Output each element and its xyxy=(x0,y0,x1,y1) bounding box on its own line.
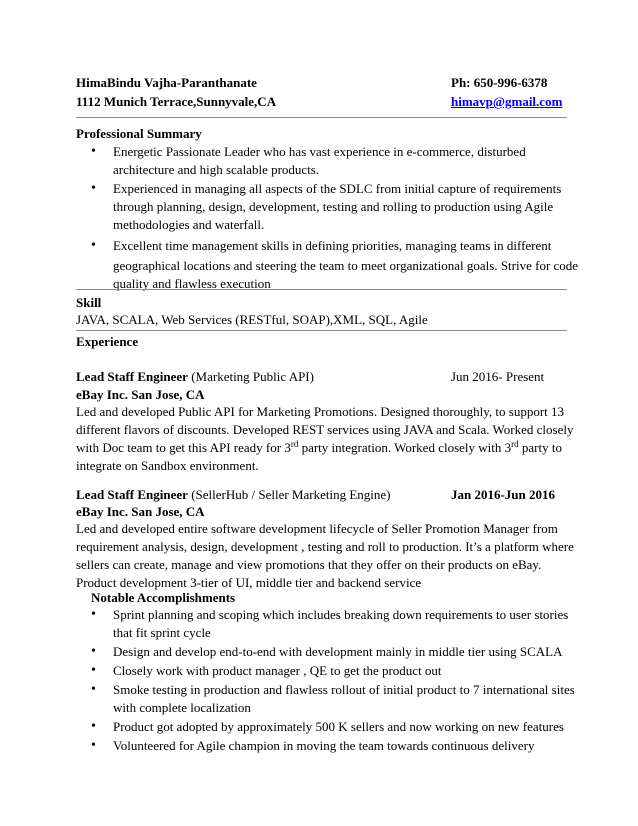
job-title-line xyxy=(76,368,314,386)
job-title: Lead Staff Engineer xyxy=(76,369,188,384)
candidate-name: HimaBindu Vajha-Paranthanate xyxy=(76,75,257,90)
job-title: Lead Staff Engineer xyxy=(76,487,188,502)
skill-heading: Skill xyxy=(76,295,102,310)
email-link[interactable]: himavp@gmail.com xyxy=(451,94,563,109)
address: 1112 Munich Terrace,Sunnyvale,CA xyxy=(76,94,277,109)
accomplishment-bullet: • Volunteered for Agile champion in moving the team towards continuous delivery xyxy=(91,737,566,755)
job-dates: Jun 2016- Present xyxy=(451,369,545,384)
divider xyxy=(76,289,567,290)
summary-bullet: • Excellent time management skills in defining priorities, managing teams in different geographical locations and steering the team to meet organizational goals. Strive for code quality and flawless execution xyxy=(91,237,566,293)
accomplishment-bullet: • Sprint planning and scoping which includes breaking down requirements to user stories that fit sprint cycle xyxy=(91,606,566,642)
accomplishments-list xyxy=(91,606,575,755)
summary-bullet: • Experienced in managing all aspects of the SDLC from initial capture of requirements through planning, design, development, testing and rolling to production using Agile methodologies and waterfall. xyxy=(91,180,566,234)
phone-number: Ph: 650-996-6378 xyxy=(451,75,548,90)
job-dates: Jan 2016-Jun 2016 xyxy=(451,487,556,502)
skill-text: JAVA, SCALA, Web Services (RESTful, SOAP),XML, SQL, Agile xyxy=(76,312,428,327)
accomplishment-bullet: • Product got adopted by approximately 500 K sellers and now working on new features xyxy=(91,718,566,736)
summary-heading: Professional Summary xyxy=(76,126,202,141)
job-title-line xyxy=(76,486,390,504)
job-description: Led and developed Public API for Marketing Promotions. Designed thoroughly, to support 13 different flavors of discounts. Developed REST services using JAVA and Scala. Worked closely with Doc team to get this API ready for 3rd party integration. Worked closely with 3rd party to integrate on Sandbox environment. xyxy=(76,404,574,473)
accomplishment-bullet: • Design and develop end-to-end with development mainly in middle tier using SCALA xyxy=(91,643,566,661)
summary-bullet: • Energetic Passionate Leader who has vast experience in e-commerce, disturbed architecture and high scalable products. xyxy=(91,143,566,179)
experience-heading: Experience xyxy=(76,334,139,349)
company: eBay Inc. San Jose, CA xyxy=(76,387,205,402)
job-subtitle: (Marketing Public API) xyxy=(191,369,314,384)
summary-list xyxy=(91,143,579,293)
accomplishment-bullet: • Smoke testing in production and flawless rollout of initial product to 7 international sites with complete localization xyxy=(91,681,566,717)
accomplishments-heading: Notable Accomplishments xyxy=(91,590,236,605)
divider xyxy=(76,117,567,118)
job-description: Led and developed entire software development lifecycle of Seller Promotion Manager from requirement analysis, design, development , testing and roll to production. It’s a platform where sellers can create, manage and view promotions that they offer on their products on eBay. Product development 3-tier of UI, middle tier and backend service xyxy=(76,521,574,590)
company: eBay Inc. San Jose, CA xyxy=(76,504,205,519)
job-subtitle: (SellerHub / Seller Marketing Engine) xyxy=(191,487,391,502)
accomplishment-bullet: • Closely work with product manager , QE to get the product out xyxy=(91,662,566,680)
divider xyxy=(76,330,567,331)
